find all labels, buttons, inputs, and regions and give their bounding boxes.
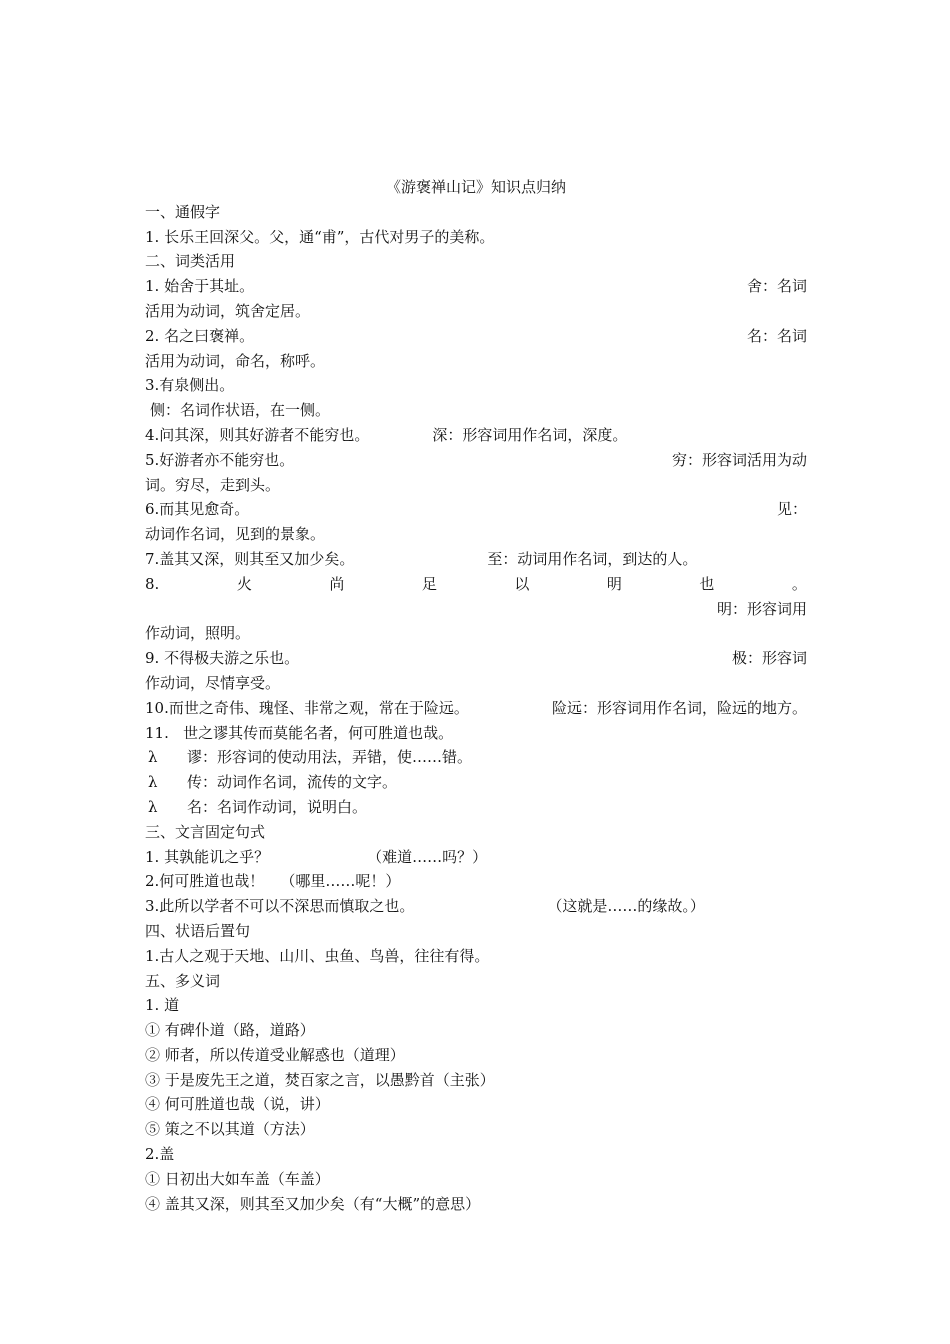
cilei-item-6-note: 见： — [776, 500, 807, 519]
jushi-item-3-note: （这就是……的缘故。） — [547, 897, 705, 916]
cilei-item-1-sentence: 1. 始舍于其址。 — [145, 277, 255, 296]
jushi-item-1-note: （难道……吗？） — [367, 847, 488, 866]
jushi-item-2-note: （哪里……呢！） — [280, 872, 401, 891]
duoyici-word-1-sense-1: ① 有碑仆道（路，道路） — [145, 1021, 315, 1040]
cilei-item-9 — [145, 646, 807, 671]
section-heading-duoyici: 五、多义词 — [145, 971, 221, 990]
cilei-item-10 — [145, 696, 807, 721]
bullet-item-1 — [145, 745, 807, 770]
jushi-item-3 — [145, 894, 807, 919]
zhuangyu-item-1: 1.古人之观于天地、山川、虫鱼、鸟兽，往往有得。 — [145, 946, 490, 965]
bullet-item-3 — [145, 795, 807, 820]
cilei-item-5-note: 穷：形容词活用为动 — [671, 450, 807, 469]
cilei-item-11: 11. 世之谬其传而莫能名者，何可胜道也哉。 — [145, 723, 454, 742]
bullet-item-2-text: 传：动词作名词，流传的文字。 — [187, 773, 398, 792]
section-heading-jushi: 三、文言固定句式 — [145, 822, 266, 841]
cilei-item-4 — [145, 423, 807, 448]
bullet-icon: λ — [148, 797, 158, 816]
cilei-item-2 — [145, 324, 807, 349]
document-page — [145, 175, 807, 1216]
bullet-item-3-text: 名：名词作动词，说明白。 — [187, 797, 368, 816]
bullet-item-2 — [145, 770, 807, 795]
duoyici-word-2-sense-4: ④ 盖其又深，则其至又加少矣（有“大概”的意思） — [145, 1194, 481, 1213]
cilei-item-8-char: 也 — [699, 574, 715, 593]
cilei-item-5-sentence: 5.好游者亦不能穷也。 — [145, 450, 295, 469]
cilei-item-8-char: 。 — [791, 574, 807, 593]
bullet-item-1-text: 谬：形容词的使动用法，弄错，使……错。 — [187, 748, 473, 767]
cilei-item-9-note: 极：形容词 — [731, 649, 807, 668]
cilei-item-1-note: 舍：名词 — [746, 277, 807, 296]
bullet-icon: λ — [148, 748, 158, 767]
cilei-item-8 — [145, 572, 807, 597]
cilei-item-8-char: 火 — [236, 574, 252, 593]
jushi-item-3-sentence: 3.此所以学者不可以不深思而慎取之也。 — [145, 897, 415, 916]
section-heading-cilei: 二、词类活用 — [145, 252, 236, 271]
duoyici-word-1-sense-5: ⑤ 策之不以其道（方法） — [145, 1120, 315, 1139]
cilei-item-3: 3.有泉侧出。 — [145, 376, 235, 395]
cilei-item-8-char: 8. — [145, 574, 160, 593]
cilei-item-6-cont: 动词作名词，见到的景象。 — [145, 525, 326, 544]
cilei-item-7-sentence: 7.盖其又深，则其至又加少矣。 — [145, 549, 355, 568]
jushi-item-2 — [145, 869, 807, 894]
cilei-item-7 — [145, 547, 807, 572]
cilei-item-1-cont: 活用为动词，筑舍定居。 — [145, 301, 311, 320]
section-heading-tongjiazi: 一、通假字 — [145, 202, 221, 221]
cilei-item-2-cont: 活用为动词，命名，称呼。 — [145, 351, 326, 370]
duoyici-word-2: 2.盖 — [145, 1145, 175, 1164]
cilei-item-7-note: 至：动词用作名词，到达的人。 — [487, 549, 698, 568]
jushi-item-2-sentence: 2.何可胜道也哉！ — [145, 872, 265, 891]
cilei-item-8-cont: 作动词，照明。 — [145, 624, 251, 643]
cilei-item-8-char: 以 — [514, 574, 530, 593]
cilei-item-3-note: 侧：名词作状语，在一侧。 — [150, 401, 331, 420]
duoyici-word-1: 1. 道 — [145, 996, 180, 1015]
cilei-item-6-sentence: 6.而其见愈奇。 — [145, 500, 250, 519]
duoyici-word-2-sense-1: ① 日初出大如车盖（车盖） — [145, 1169, 330, 1188]
cilei-item-8-char: 明 — [606, 574, 622, 593]
cilei-item-2-sentence: 2. 名之曰褒禅。 — [145, 326, 255, 345]
cilei-item-1 — [145, 274, 807, 299]
cilei-item-2-note: 名：名词 — [746, 326, 807, 345]
cilei-item-6 — [145, 497, 807, 522]
duoyici-word-1-sense-3: ③ 于是废先王之道，焚百家之言，以愚黔首（主张） — [145, 1070, 495, 1089]
cilei-item-9-sentence: 9. 不得极夫游之乐也。 — [145, 649, 300, 668]
bullet-icon: λ — [148, 773, 158, 792]
cilei-item-8-char: 尚 — [329, 574, 345, 593]
section-heading-zhuangyu: 四、状语后置句 — [145, 921, 251, 940]
cilei-item-9-cont: 作动词，尽情享受。 — [145, 673, 281, 692]
cilei-item-8-note: 明：形容词用 — [716, 599, 807, 618]
cilei-item-5-cont: 词。穷尽，走到头。 — [145, 475, 281, 494]
tongjiazi-item-1: 1. 长乐王回深父。父，通“甫”，古代对男子的美称。 — [145, 227, 495, 246]
cilei-item-5 — [145, 448, 807, 473]
cilei-item-10-note: 险远：形容词用作名词，险远的地方。 — [551, 698, 807, 717]
jushi-item-1 — [145, 845, 807, 870]
cilei-item-4-sentence: 4.问其深，则其好游者不能穷也。 — [145, 425, 370, 444]
jushi-item-1-sentence: 1. 其孰能讥之乎？ — [145, 847, 270, 866]
cilei-item-10-sentence: 10.而世之奇伟、瑰怪、非常之观，常在于险远。 — [145, 698, 469, 717]
document-title: 《游褒禅山记》知识点归纳 — [385, 178, 566, 196]
duoyici-word-1-sense-4: ④ 何可胜道也哉（说，讲） — [145, 1095, 330, 1114]
duoyici-word-1-sense-2: ② 师者，所以传道受业解惑也（道理） — [145, 1045, 405, 1064]
cilei-item-4-note: 深：形容词用作名词，深度。 — [432, 425, 628, 444]
cilei-item-8-char: 足 — [421, 574, 437, 593]
